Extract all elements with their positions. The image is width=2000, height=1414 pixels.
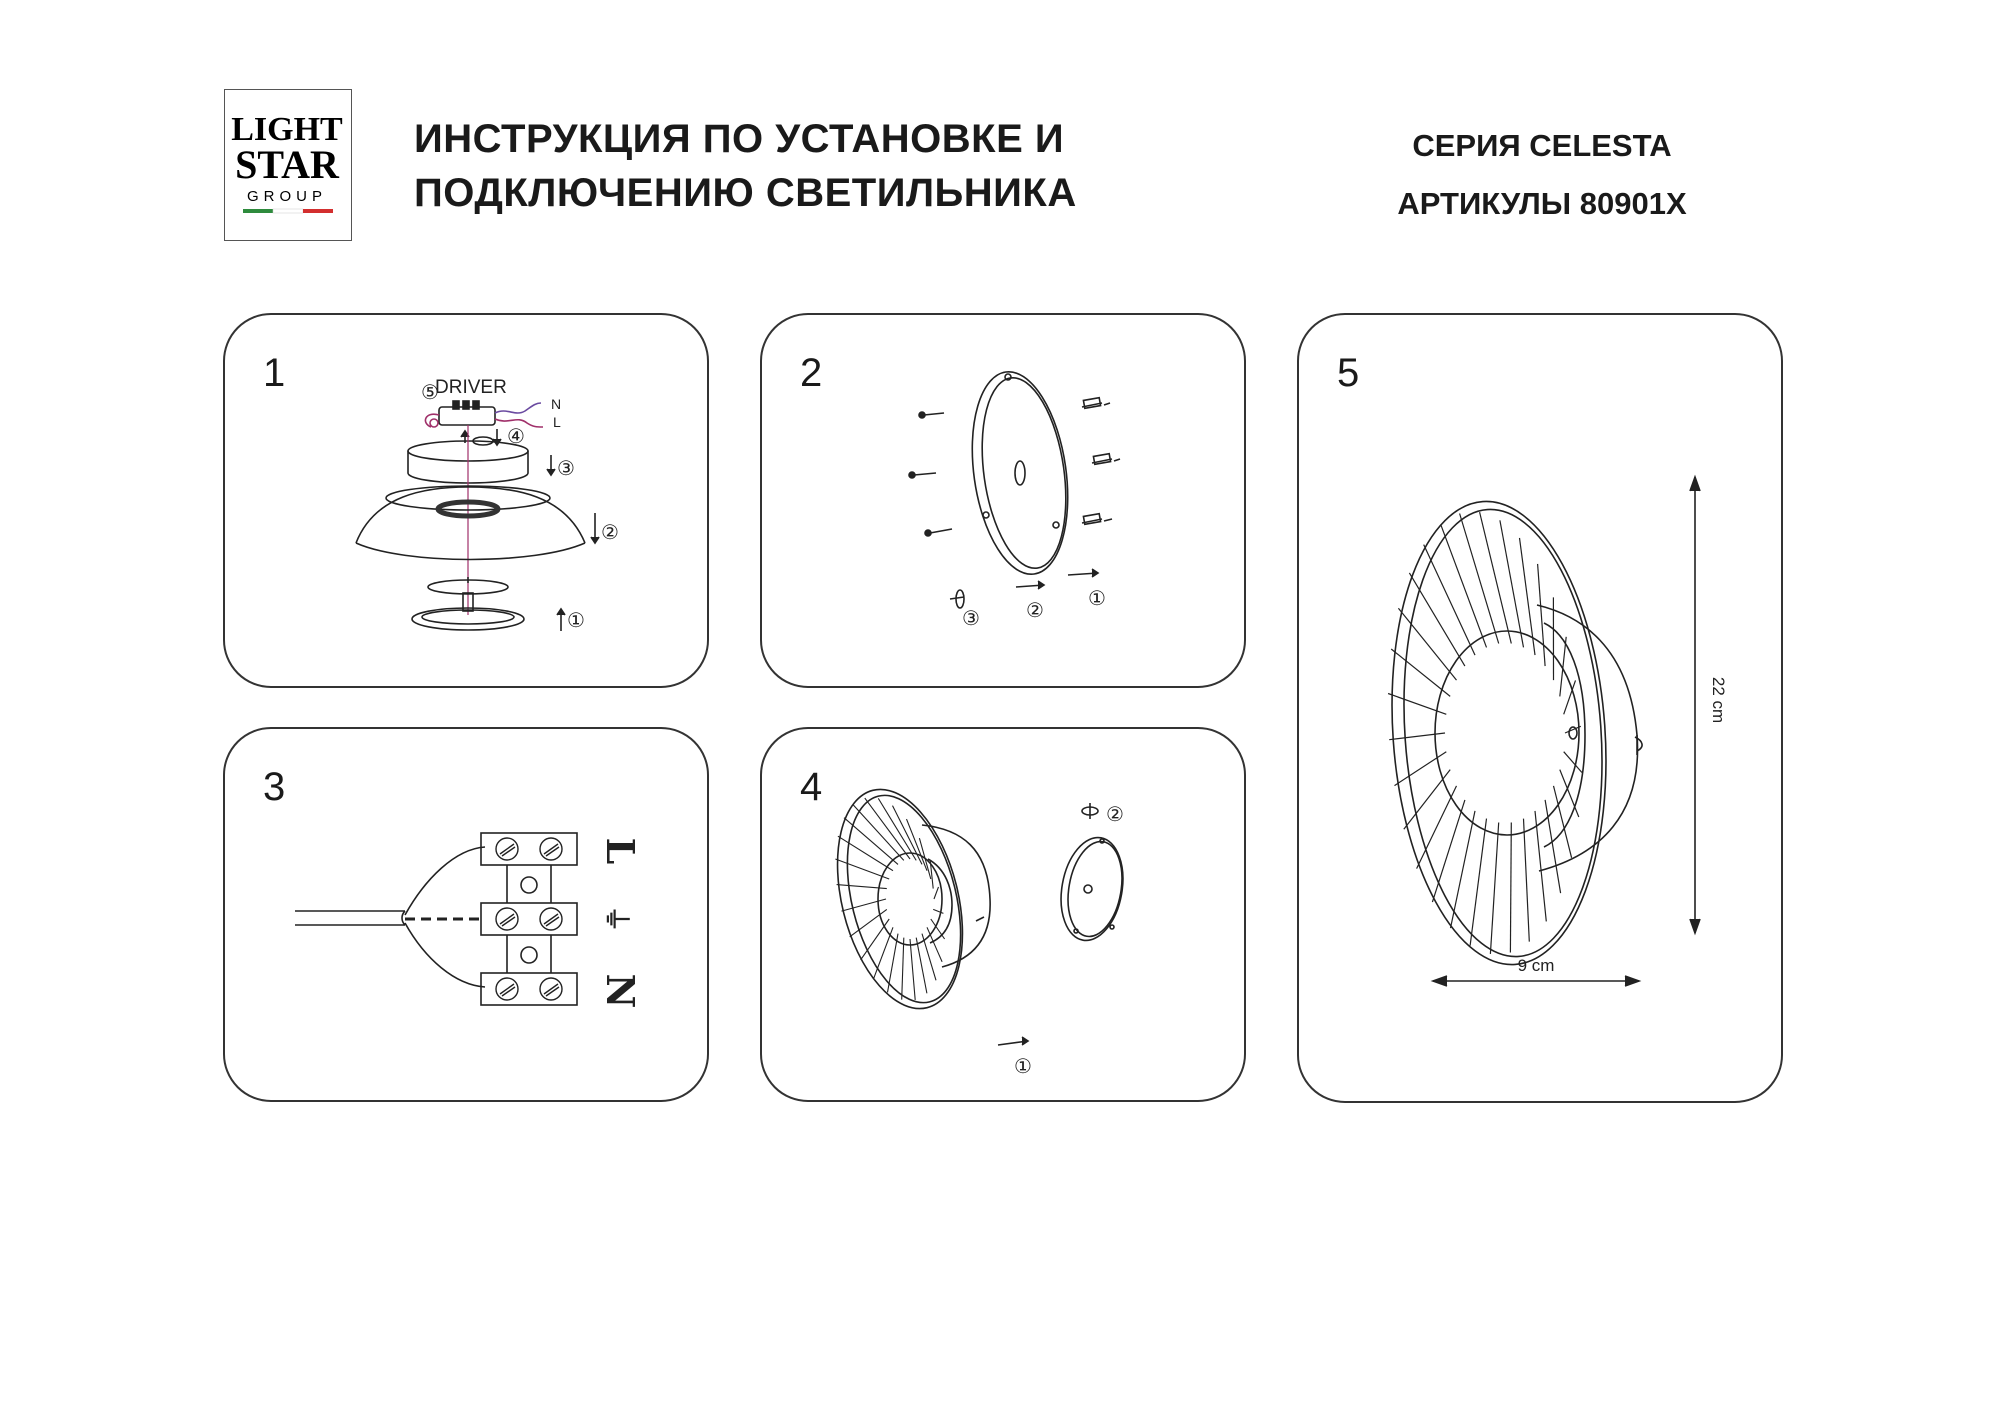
shade-rib [1460,514,1499,644]
shade-rib [1432,800,1465,902]
step3-label: ③ [962,606,980,630]
terminal-screws [496,838,562,1000]
shade-rib [1480,512,1512,643]
step5-label: ⑤ [421,380,439,404]
panel-number: 4 [800,765,823,809]
panel-number: 1 [263,351,286,395]
screw-slot [544,844,559,856]
shade-rib [1490,823,1498,954]
screw-slot [500,984,515,996]
shade-rib [910,939,915,1000]
step1-label: ① [567,608,585,632]
step-panel-2 [760,313,1246,688]
shade-rib [1404,770,1450,830]
shade-rib [1535,811,1546,922]
shade-rib [902,938,904,1000]
dimensions-diagram [1299,315,1785,1105]
shade-rib [1389,733,1445,740]
shade-rib [919,838,930,879]
brand-logo [224,89,352,241]
shade-rib [874,927,894,979]
series-block [1352,117,1732,233]
shade-rib [907,819,928,871]
shade-rib [1545,800,1561,893]
step4-label: ④ [507,424,525,448]
terminal-l-label: L [598,837,643,865]
shade-rib [850,909,887,936]
wall-plate-diagram [762,315,1248,690]
step-panel-5 [1297,313,1783,1103]
document-title [414,112,1077,220]
screw-slot [544,914,559,926]
shade-rib [1560,770,1579,817]
step-panel-3 [223,727,709,1102]
step2-label: ② [1026,598,1044,622]
panel-number: 3 [263,765,286,809]
step-panel-4 [760,727,1246,1102]
series-name: СЕРИЯ CELESTA [1412,128,1672,163]
flag-white [273,209,303,213]
height-label: 22 cm [1709,676,1728,724]
step-panel-1 [223,313,709,688]
logo-line3: GROUP [246,188,328,205]
depth-label: 9 cm [1517,956,1555,975]
shade-rib [865,798,910,859]
wire-n-label: N [551,396,562,412]
driver-label: DRIVER [435,377,507,398]
logo-line2: STAR [235,142,339,187]
screw-slot [500,844,515,856]
shade-rib [1409,573,1465,666]
shade-rib [1564,680,1576,714]
step3-label: ③ [557,456,575,480]
shade-ribs [1388,512,1582,954]
wiring-diagram [225,729,711,1104]
lamp-attach-diagram [762,729,1248,1104]
step1-label: ① [1088,586,1106,610]
panel-number: 5 [1337,351,1360,395]
wire-l-label: L [553,414,561,430]
shade-rib [934,887,939,899]
shade-rib [1564,752,1582,773]
title-line1: ИНСТРУКЦИЯ ПО УСТАНОВКЕ И [414,117,1065,161]
shade-rib [1451,811,1476,928]
step1-label: ① [1014,1054,1032,1078]
shade-rib [1424,545,1475,656]
title-line2: ПОДКЛЮЧЕНИЮ СВЕТИЛЬНИКА [414,171,1077,215]
screw-slot [500,914,515,926]
flag-red [303,209,333,213]
shade-rib [835,859,889,879]
terminal-n-label: N [598,973,643,1009]
shade-rib [1441,524,1487,647]
shade-rib [1470,819,1486,946]
panel-number: 2 [800,351,823,395]
step2-label: ② [1106,802,1124,826]
shade-rib [888,934,899,993]
ceiling-mount-diagram [225,315,711,690]
step2-label: ② [601,520,619,544]
shade-rib [1538,564,1546,666]
logo-line1: LIGHT [231,111,343,148]
terminal-earth-label: ⏚ [600,904,633,934]
shade-rib [1510,823,1511,953]
shade-rib [1524,819,1530,942]
flag-green [243,209,273,213]
article-numbers: АРТИКУЛЫ 80901X [1397,186,1687,221]
shade-rib [1417,786,1457,869]
shade-rib [1391,649,1450,696]
screw-slot [544,984,559,996]
